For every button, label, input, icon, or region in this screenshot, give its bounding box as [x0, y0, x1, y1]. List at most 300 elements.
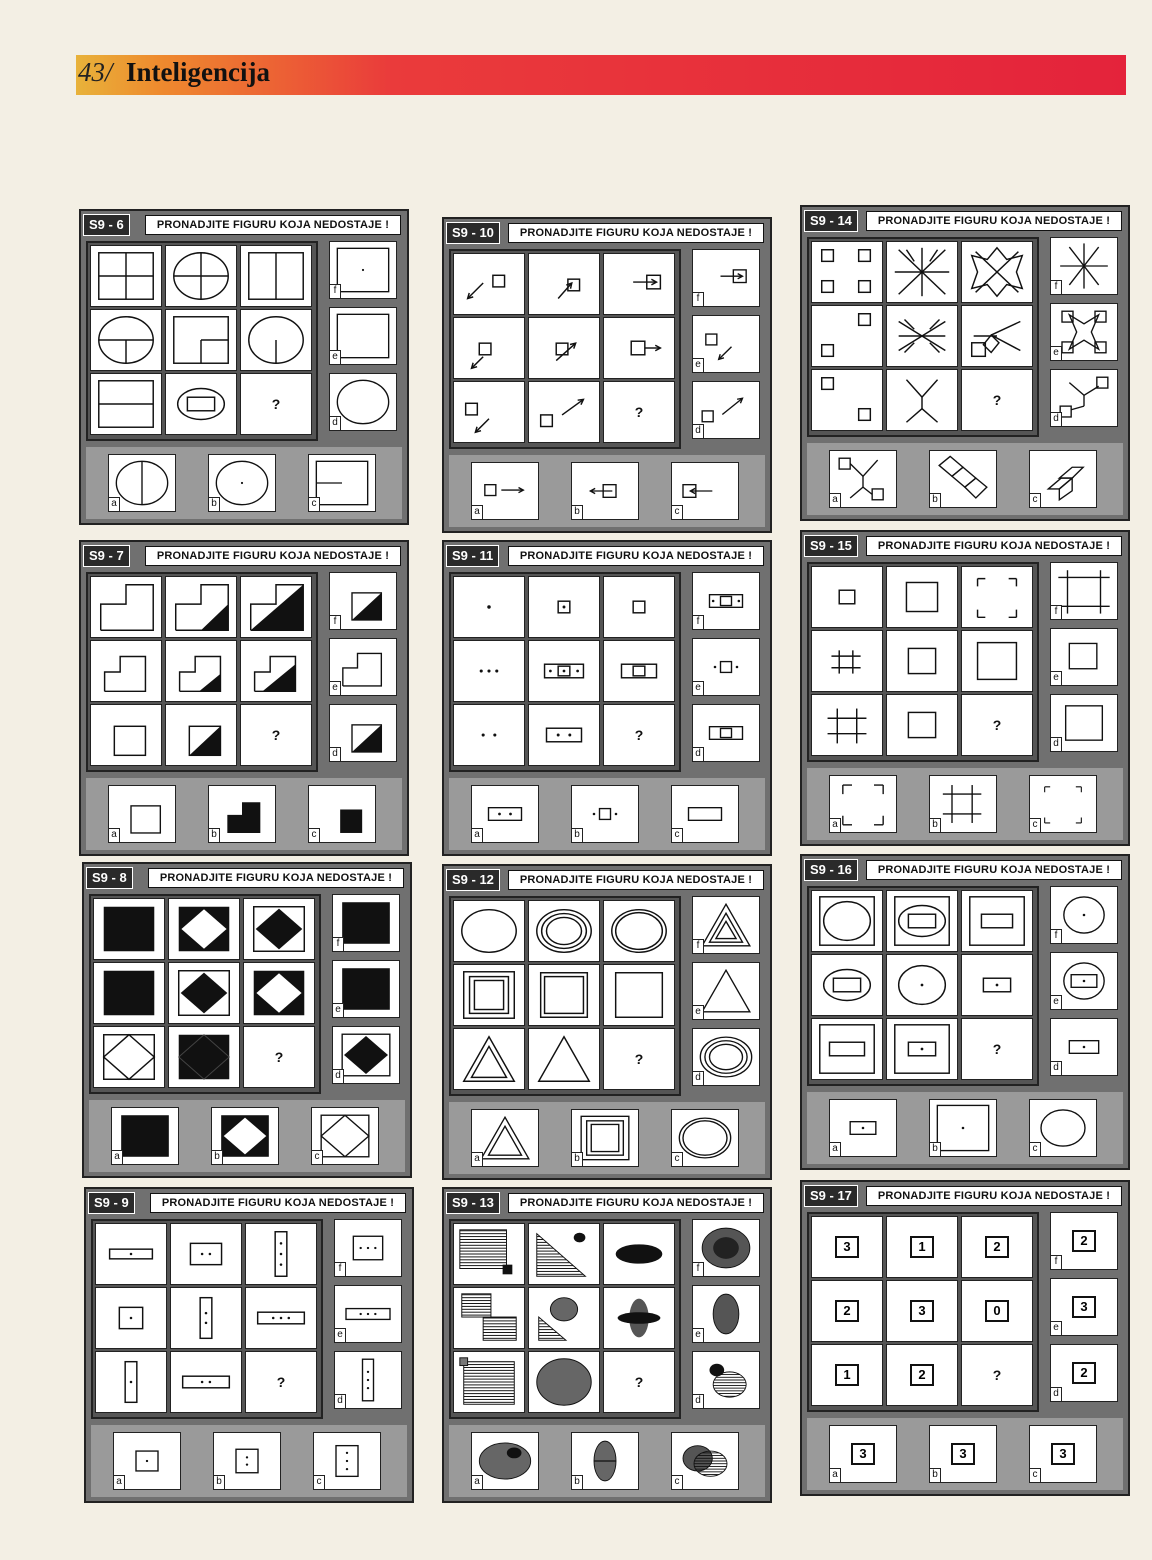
figure-dia-icon [169, 899, 239, 959]
figure-h2-icon [529, 1224, 599, 1284]
option-label: f [1050, 280, 1062, 295]
grid-cell [243, 898, 315, 960]
answer-option-b[interactable] [571, 462, 639, 520]
figure-a1-icon [454, 254, 524, 314]
figure-two-icon [812, 370, 882, 430]
puzzle-instruction: PRONADJITE FIGURU KOJA NEDOSTAJE ! [145, 546, 401, 566]
grid-cell [93, 898, 165, 960]
option-label: c [1029, 1468, 1041, 1483]
answer-option-c[interactable] [671, 785, 739, 843]
answer-option-d[interactable] [334, 1351, 402, 1409]
answer-option-e[interactable] [329, 638, 397, 696]
grid-cell [886, 1216, 958, 1278]
answer-option-a[interactable] [471, 462, 539, 520]
option-label: c [308, 828, 320, 843]
figure-stepTri-icon [166, 577, 236, 637]
grid-cell [245, 1287, 317, 1349]
answer-options-bottom [91, 1425, 407, 1497]
figure-four-icon [812, 242, 882, 302]
option-label: b [929, 1468, 941, 1483]
answer-option-c[interactable] [1029, 775, 1097, 833]
puzzle-header [88, 1191, 410, 1213]
figure-ciT-icon [91, 310, 161, 370]
number-figure: 2 [910, 1364, 934, 1386]
option-label: f [1050, 605, 1062, 620]
figure-hbar3-icon [246, 1288, 316, 1348]
figure-hbar2-icon [171, 1352, 241, 1412]
puzzle-p13 [442, 1187, 772, 1503]
grid-cell [453, 1287, 525, 1349]
figure-star8-icon [887, 242, 957, 302]
missing-figure-mark: ? [992, 1367, 1002, 1383]
number-figure: 3 [1051, 1443, 1075, 1465]
grid-cell [528, 1223, 600, 1285]
answer-option-d[interactable] [1050, 1344, 1118, 1402]
answer-option-d[interactable] [329, 704, 397, 762]
option-label: e [692, 358, 704, 373]
puzzle-header [804, 534, 1126, 556]
puzzle-instruction: PRONADJITE FIGURU KOJA NEDOSTAJE ! [145, 215, 401, 235]
answer-option-a[interactable] [108, 785, 176, 843]
answer-options-bottom [807, 1418, 1123, 1490]
grid-cell [811, 305, 883, 367]
option-label: e [692, 681, 704, 696]
number-figure: 2 [985, 1236, 1009, 1258]
figure-oSqRdot-icon [887, 1019, 957, 1079]
figure-ciCross-icon [166, 246, 236, 306]
figure-smSqTri-icon [166, 705, 236, 765]
figure-diaOut-icon [94, 1027, 164, 1087]
answer-option-f[interactable] [1050, 562, 1118, 620]
grid-cell [528, 704, 600, 766]
answer-option-a[interactable] [829, 450, 897, 508]
answer-option-d[interactable] [1050, 369, 1118, 427]
grid-cell [528, 576, 600, 638]
page-header-banner [76, 55, 1126, 95]
option-label: a [111, 1150, 123, 1165]
answer-option-e[interactable] [1050, 952, 1118, 1010]
answer-option-c[interactable] [311, 1107, 379, 1165]
option-label: c [671, 505, 683, 520]
answer-option-f[interactable] [1050, 886, 1118, 944]
grid-cell [93, 1026, 165, 1088]
figure-d6-icon [604, 641, 674, 701]
number-figure: 3 [951, 1443, 975, 1465]
figure-blk-icon [94, 963, 164, 1023]
grid-cell [90, 576, 162, 638]
grid-cell [453, 317, 525, 379]
figure-flower-icon [962, 242, 1032, 302]
puzzle-id: S9 - 13 [446, 1192, 500, 1214]
puzzle-grid [807, 237, 1039, 437]
missing-figure-mark: ? [634, 1374, 644, 1390]
answer-option-c[interactable] [671, 462, 739, 520]
grid-cell [603, 381, 675, 443]
puzzle-grid [449, 249, 681, 449]
grid-cell [811, 241, 883, 303]
grid-cell [165, 373, 237, 435]
grid-cell [170, 1351, 242, 1413]
answer-option-c[interactable] [671, 1109, 739, 1167]
puzzle-id: S9 - 11 [446, 545, 499, 567]
answer-option-a[interactable] [471, 785, 539, 843]
answer-option-a[interactable] [829, 1099, 897, 1157]
figure-sqL-icon [166, 310, 236, 370]
grid-cell [603, 900, 675, 962]
option-label: c [311, 1150, 323, 1165]
answer-option-d[interactable] [692, 381, 760, 439]
answer-option-b[interactable] [571, 1432, 639, 1490]
grid-cell [245, 1351, 317, 1413]
figure-h1-icon [454, 1224, 524, 1284]
option-label: d [334, 1394, 346, 1409]
grid-cell [243, 1026, 315, 1088]
puzzle-header [446, 221, 768, 243]
option-label: d [1050, 1061, 1062, 1076]
answer-option-d[interactable] [692, 1351, 760, 1409]
grid-cell [811, 694, 883, 756]
option-label: b [571, 828, 583, 843]
figure-ciR-icon [166, 374, 236, 434]
number-figure: 0 [985, 1300, 1009, 1322]
puzzle-p16 [800, 854, 1130, 1170]
option-label: e [334, 1328, 346, 1343]
figure-step-icon [91, 577, 161, 637]
answer-option-b[interactable] [929, 775, 997, 833]
figure-sqV-icon [241, 246, 311, 306]
answer-option-e[interactable] [692, 315, 760, 373]
answer-option-d[interactable] [329, 373, 397, 431]
puzzle-instruction: PRONADJITE FIGURU KOJA NEDOSTAJE ! [866, 536, 1122, 556]
grid-cell [961, 305, 1033, 367]
answer-option-e[interactable] [692, 962, 760, 1020]
answer-option-f[interactable] [1050, 237, 1118, 295]
puzzle-id: S9 - 12 [446, 869, 500, 891]
puzzle-header [446, 868, 768, 890]
answer-option-f[interactable] [692, 1219, 760, 1277]
number-figure: 2 [1072, 1362, 1096, 1384]
answer-option-f[interactable] [692, 896, 760, 954]
answer-option-f[interactable] [692, 572, 760, 630]
grid-cell [240, 576, 312, 638]
answer-option-b[interactable] [571, 785, 639, 843]
answer-option-f[interactable] [329, 572, 397, 630]
figure-a4-icon [454, 318, 524, 378]
answer-option-e[interactable] [329, 307, 397, 365]
grid-cell [811, 630, 883, 692]
grid-cell [961, 566, 1033, 628]
option-label: f [692, 615, 704, 630]
puzzle-p14 [800, 205, 1130, 521]
puzzle-instruction: PRONADJITE FIGURU KOJA NEDOSTAJE ! [866, 860, 1122, 880]
puzzle-grid [91, 1219, 323, 1419]
puzzle-header [446, 1191, 768, 1213]
figure-oSqCi-icon [812, 891, 882, 951]
figure-ciR-icon [812, 955, 882, 1015]
figure-diaBlk-icon [169, 963, 239, 1023]
grid-cell [961, 369, 1033, 431]
figure-sqS-icon [812, 567, 882, 627]
answer-option-a[interactable] [471, 1109, 539, 1167]
grid-cell [165, 704, 237, 766]
puzzle-id: S9 - 10 [446, 222, 500, 244]
answer-option-b[interactable] [213, 1432, 281, 1490]
grid-cell [886, 954, 958, 1016]
figure-h7-icon [454, 1352, 524, 1412]
answer-option-f[interactable] [1050, 1212, 1118, 1270]
number-figure: 3 [1072, 1296, 1096, 1318]
answer-option-b[interactable] [929, 1425, 997, 1483]
puzzle-grid [449, 896, 681, 1096]
puzzle-id: S9 - 16 [804, 859, 858, 881]
figure-dia-icon [244, 963, 314, 1023]
grid-cell [90, 704, 162, 766]
answer-option-d[interactable] [692, 704, 760, 762]
puzzle-header [446, 544, 768, 566]
grid-cell [165, 640, 237, 702]
grid-cell [961, 1216, 1033, 1278]
page-title: Inteligencija [126, 57, 270, 87]
figure-rDot-icon [962, 955, 1032, 1015]
grid-cell [811, 1216, 883, 1278]
answer-option-d[interactable] [1050, 694, 1118, 752]
grid-cell [240, 309, 312, 371]
figure-t2-icon [454, 1029, 524, 1089]
figure-h8-icon [529, 1352, 599, 1412]
puzzle-p9 [84, 1187, 414, 1503]
option-label: f [692, 292, 704, 307]
figure-h3-icon [604, 1224, 674, 1284]
figure-c1-icon [454, 901, 524, 961]
option-label: d [329, 747, 341, 762]
answer-option-c[interactable] [313, 1432, 381, 1490]
answer-option-f[interactable] [334, 1219, 402, 1277]
option-label: d [332, 1069, 344, 1084]
grid-cell [886, 1280, 958, 1342]
puzzle-id: S9 - 7 [83, 545, 130, 567]
grid-cell [168, 898, 240, 960]
option-label: a [113, 1475, 125, 1490]
option-label: c [308, 497, 320, 512]
figure-s1-icon [604, 965, 674, 1025]
grid-cell [240, 640, 312, 702]
answer-option-e[interactable] [692, 1285, 760, 1343]
figure-d7-icon [454, 705, 524, 765]
answer-option-c[interactable] [308, 785, 376, 843]
answer-options-bottom [89, 1100, 405, 1172]
figure-a8-icon [529, 382, 599, 442]
grid-cell [528, 1351, 600, 1413]
answer-option-e[interactable] [334, 1285, 402, 1343]
grid-cell [961, 694, 1033, 756]
grid-cell [528, 640, 600, 702]
figure-sqCross-icon [91, 246, 161, 306]
figure-c3-icon [529, 901, 599, 961]
missing-figure-mark: ? [634, 404, 644, 420]
grid-cell [886, 241, 958, 303]
puzzle-header [83, 213, 405, 235]
puzzle-grid [86, 241, 318, 441]
figure-bar-icon [96, 1224, 166, 1284]
grid-cell [886, 369, 958, 431]
grid-cell [95, 1223, 167, 1285]
grid-cell [528, 253, 600, 315]
number-figure: 3 [851, 1443, 875, 1465]
option-label: b [213, 1475, 225, 1490]
missing-figure-mark: ? [274, 1049, 284, 1065]
option-label: b [208, 828, 220, 843]
grid-cell [603, 964, 675, 1026]
puzzle-instruction: PRONADJITE FIGURU KOJA NEDOSTAJE ! [150, 1193, 406, 1213]
answer-option-c[interactable] [1029, 1425, 1097, 1483]
option-label: d [692, 1394, 704, 1409]
grid-cell [886, 694, 958, 756]
puzzle-p7 [79, 540, 409, 856]
answer-option-e[interactable] [1050, 628, 1118, 686]
grid-cell [528, 1287, 600, 1349]
option-label: e [692, 1328, 704, 1343]
answer-option-d[interactable] [332, 1026, 400, 1084]
option-label: f [329, 615, 341, 630]
puzzle-header [83, 544, 405, 566]
option-label: b [571, 1475, 583, 1490]
answer-option-d[interactable] [1050, 1018, 1118, 1076]
figure-d2-icon [529, 577, 599, 637]
option-label: e [1050, 1321, 1062, 1336]
number-figure: 3 [910, 1300, 934, 1322]
answer-option-c[interactable] [308, 454, 376, 512]
grid-cell [961, 890, 1033, 952]
grid-cell [90, 640, 162, 702]
answer-option-b[interactable] [208, 454, 276, 512]
missing-figure-mark: ? [276, 1374, 286, 1390]
answer-option-e[interactable] [1050, 1278, 1118, 1336]
option-label: b [929, 818, 941, 833]
option-label: a [829, 1142, 841, 1157]
option-label: a [471, 828, 483, 843]
option-label: f [692, 939, 704, 954]
answer-option-e[interactable] [692, 638, 760, 696]
figure-a3-icon [604, 254, 674, 314]
answer-option-c[interactable] [1029, 450, 1097, 508]
figure-sqM2-icon [887, 695, 957, 755]
answer-option-b[interactable] [208, 785, 276, 843]
option-label: a [829, 818, 841, 833]
number-figure: 1 [910, 1236, 934, 1258]
answer-option-a[interactable] [471, 1432, 539, 1490]
answer-option-a[interactable] [108, 454, 176, 512]
figure-d5-icon [529, 641, 599, 701]
puzzle-id: S9 - 8 [86, 867, 133, 889]
number-figure: 2 [1072, 1230, 1096, 1252]
answer-option-c[interactable] [671, 1432, 739, 1490]
grid-cell [453, 704, 525, 766]
answer-option-e[interactable] [332, 960, 400, 1018]
missing-figure-mark: ? [634, 727, 644, 743]
option-label: d [1050, 412, 1062, 427]
puzzle-id: S9 - 15 [804, 535, 858, 557]
figure-stepSmBlk-icon [241, 641, 311, 701]
figure-diaBlk-icon [244, 899, 314, 959]
option-label: b [571, 505, 583, 520]
figure-xstar-icon [887, 306, 957, 366]
puzzle-id: S9 - 17 [804, 1185, 858, 1207]
figure-brk-icon [962, 567, 1032, 627]
option-label: f [329, 284, 341, 299]
answer-option-f[interactable] [332, 894, 400, 952]
answer-options-bottom [86, 778, 402, 850]
puzzle-id: S9 - 14 [804, 210, 858, 232]
grid-cell [603, 1223, 675, 1285]
option-label: e [1050, 671, 1062, 686]
figure-vbar1-icon [96, 1352, 166, 1412]
answer-option-b[interactable] [571, 1109, 639, 1167]
option-label: f [692, 1262, 704, 1277]
figure-a6-icon [604, 318, 674, 378]
figure-sqM-icon [887, 567, 957, 627]
grid-cell [240, 704, 312, 766]
grid-cell [886, 630, 958, 692]
figure-blkDia-icon [169, 1027, 239, 1087]
puzzle-p10 [442, 217, 772, 533]
option-label: d [692, 747, 704, 762]
grid-cell [528, 964, 600, 1026]
puzzle-header [86, 866, 408, 888]
option-label: a [829, 493, 841, 508]
option-label: c [1029, 818, 1041, 833]
puzzle-grid [807, 562, 1039, 762]
grid-cell [453, 1223, 525, 1285]
puzzle-grid [449, 1219, 681, 1419]
puzzle-p8 [82, 862, 412, 1178]
option-label: e [329, 681, 341, 696]
grid-cell [886, 1018, 958, 1080]
grid-cell [90, 245, 162, 307]
grid-cell [165, 576, 237, 638]
answer-option-e[interactable] [1050, 303, 1118, 361]
answer-option-f[interactable] [692, 249, 760, 307]
puzzle-p17 [800, 1180, 1130, 1496]
figure-stepSmTri-icon [166, 641, 236, 701]
answer-option-d[interactable] [692, 1028, 760, 1086]
grid-cell [961, 1018, 1033, 1080]
answer-option-b[interactable] [929, 1099, 997, 1157]
puzzle-p12 [442, 864, 772, 1180]
grid-cell [453, 640, 525, 702]
answer-option-a[interactable] [829, 775, 897, 833]
answer-option-f[interactable] [329, 241, 397, 299]
puzzle-header [804, 1184, 1126, 1206]
option-label: b [211, 1150, 223, 1165]
grid-cell [453, 253, 525, 315]
answer-options-bottom [807, 768, 1123, 840]
answer-option-b[interactable] [211, 1107, 279, 1165]
figure-blk-icon [94, 899, 164, 959]
answer-option-a[interactable] [111, 1107, 179, 1165]
puzzle-instruction: PRONADJITE FIGURU KOJA NEDOSTAJE ! [148, 868, 404, 888]
grid-cell [170, 1287, 242, 1349]
figure-d3-icon [604, 577, 674, 637]
puzzle-grid [807, 886, 1039, 1086]
answer-option-a[interactable] [113, 1432, 181, 1490]
answer-option-a[interactable] [829, 1425, 897, 1483]
answer-option-c[interactable] [1029, 1099, 1097, 1157]
answer-option-b[interactable] [929, 450, 997, 508]
option-label: b [208, 497, 220, 512]
grid-cell [961, 241, 1033, 303]
option-label: f [332, 937, 344, 952]
figure-sqH-icon [91, 374, 161, 434]
